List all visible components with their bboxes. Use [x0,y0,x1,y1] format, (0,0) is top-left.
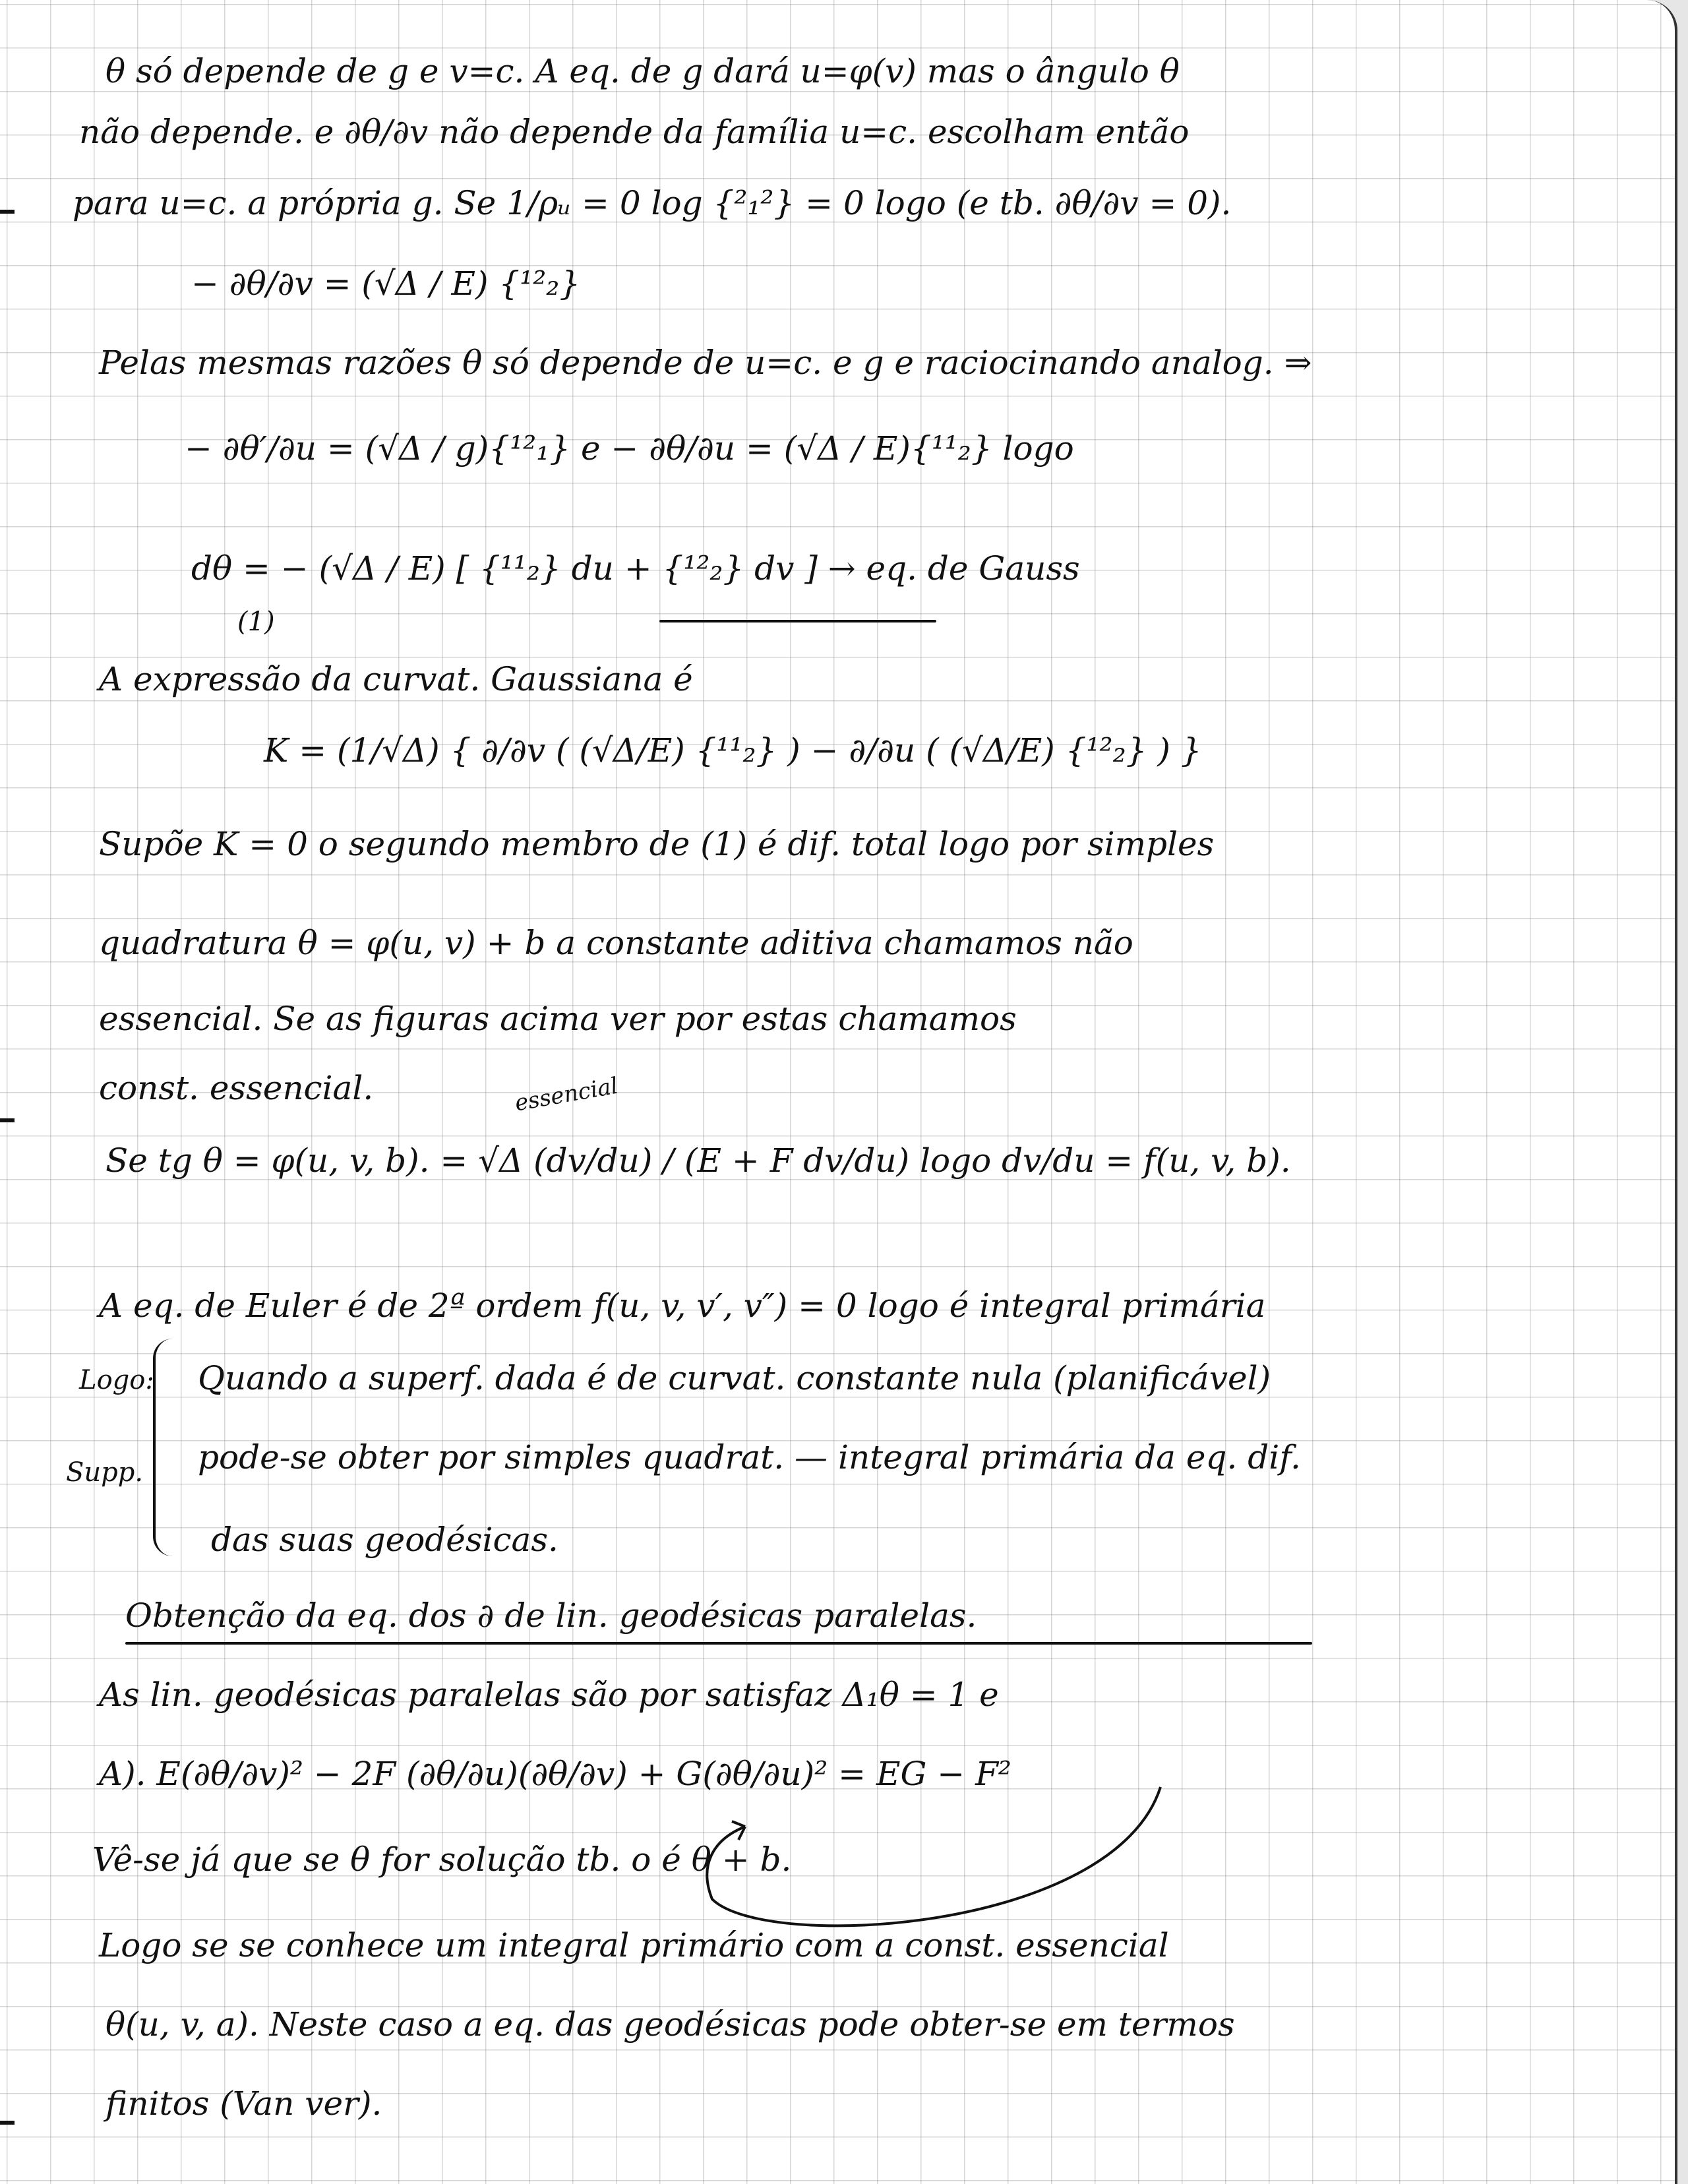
handwritten-line: pode-se obter por simples quadrat. — integral primária da eq. dif. [198,1438,1301,1476]
handwritten-line: não depende. e ∂θ/∂v não depende da família u=c. escolham então [79,113,1190,151]
binding-mark [0,1118,15,1122]
handwritten-line: As lin. geodésicas paralelas são por satisfaz Δ₁θ = 1 e [99,1676,999,1714]
equation-tag: (1) [237,607,275,637]
handwritten-line: finitos (Van ver). [106,2084,382,2123]
handwritten-line: Pelas mesmas razões θ só depende de u=c. e g e raciocinando analog. ⇒ [99,344,1312,382]
equation-underline [659,620,936,622]
handwritten-line: Supõe K = 0 o segundo membro de (1) é dif. total logo por simples [99,825,1215,863]
handwritten-line: dθ = − (√Δ / E) [ {¹¹₂} du + {¹²₂} dv ] → eq. de Gauss [191,549,1080,588]
handwritten-line: quadratura θ = φ(u, v) + b a constante aditiva chamamos não [99,924,1133,962]
margin-label-supp: Supp. [66,1457,144,1488]
handwritten-line: − ∂θ′/∂u = (√Δ / g){¹²₁} e − ∂θ/∂u = (√Δ / E){¹¹₂} logo [185,429,1074,468]
handwritten-line: θ só depende de g e v=c. A eq. de g dará u=φ(v) mas o ângulo θ [106,52,1180,90]
handwritten-line: K = (1/√Δ) { ∂/∂v ( (√Δ/E) {¹¹₂} ) − ∂/∂u ( (√Δ/E) {¹²₂} ) } [264,731,1202,770]
inserted-word: essencial [512,1072,620,1117]
margin-label-logo: Logo: [79,1365,154,1395]
handwritten-line: Quando a superf. dada é de curvat. constante nula (planificável) [198,1359,1271,1397]
handwritten-line: A expressão da curvat. Gaussiana é [99,660,693,698]
handwritten-line: const. essencial. [99,1069,374,1107]
handwritten-line: Logo se se conhece um integral primário com a const. essencial [99,1926,1169,1964]
handwritten-line: essencial. Se as figuras acima ver por estas chamamos [99,1000,1017,1038]
handwritten-line: das suas geodésicas. [211,1521,558,1559]
binding-mark [0,210,15,214]
handwritten-line: para u=c. a própria g. Se 1/ρᵤ = 0 log {²₁²} = 0 logo (e tb. ∂θ/∂v = 0). [73,184,1232,222]
handwritten-line: A eq. de Euler é de 2ª ordem f(u, v, v′, v″) = 0 logo é integral primária [99,1287,1266,1325]
handwritten-line: Se tg θ = φ(u, v, b). = √Δ (dv/du) / (E + F dv/du) logo dv/du = f(u, v, b). [106,1141,1291,1180]
section-heading: Obtenção da eq. dos ∂ de lin. geodésicas paralelas. [125,1596,977,1635]
handwritten-line: Vê-se já que se θ for solução tb. o é θ + b. [92,1840,792,1879]
curly-brace [153,1339,182,1556]
handwritten-line: θ(u, v, a). Neste caso a eq. das geodésicas pode obter-se em termos [106,2005,1235,2044]
handwritten-line: − ∂θ/∂v = (√Δ / E) {¹²₂} [191,264,581,303]
binding-mark [0,2121,15,2125]
heading-underline [125,1642,1312,1645]
handwritten-line: A). E(∂θ/∂v)² − 2F (∂θ/∂u)(∂θ/∂v) + G(∂θ/∂u)² = EG − F² [99,1755,1011,1793]
